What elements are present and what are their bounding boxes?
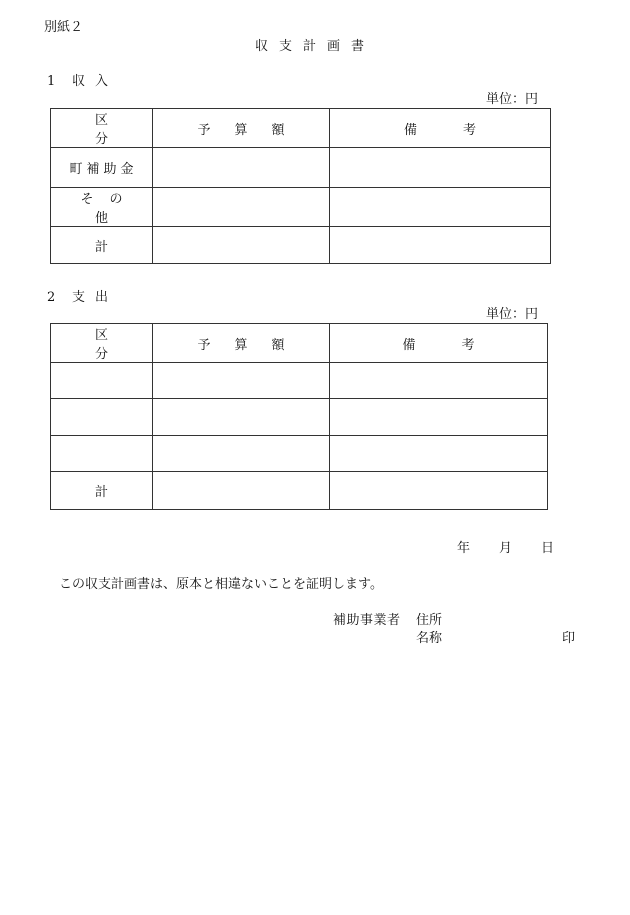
table-row bbox=[51, 148, 551, 188]
income-header-budget: 予算額 bbox=[153, 109, 330, 148]
name-label: 名称 bbox=[416, 631, 443, 646]
expense-header-budget: 予算額 bbox=[153, 324, 330, 363]
table-row bbox=[51, 363, 548, 399]
expense-row-category-cell[interactable] bbox=[51, 436, 153, 472]
expense-number: 2 bbox=[47, 290, 56, 305]
income-table bbox=[50, 108, 551, 264]
table-row bbox=[51, 472, 548, 510]
attachment-label: 別紙２ bbox=[44, 20, 84, 35]
expense-table bbox=[50, 323, 548, 510]
expense-header-row bbox=[51, 324, 548, 363]
income-row-note-cell[interactable] bbox=[330, 148, 551, 188]
income-row-note-cell[interactable] bbox=[330, 188, 551, 227]
expense-row-note-cell[interactable] bbox=[330, 436, 548, 472]
seal-mark: 印 bbox=[562, 631, 576, 646]
income-row-budget-cell[interactable] bbox=[153, 188, 330, 227]
income-row-budget-cell[interactable] bbox=[153, 227, 330, 264]
expense-row-budget-cell[interactable] bbox=[153, 472, 330, 510]
expense-row-category-cell[interactable] bbox=[51, 363, 153, 399]
table-row bbox=[51, 188, 551, 227]
expense-row-note-cell[interactable] bbox=[330, 472, 548, 510]
expense-header-note: 備考 bbox=[330, 324, 548, 363]
expense-row-note-cell[interactable] bbox=[330, 399, 548, 436]
table-row bbox=[51, 436, 548, 472]
income-header-category: 区分 bbox=[51, 109, 153, 148]
expense-title: 支出 bbox=[72, 290, 119, 305]
income-row-category: 町補助金 bbox=[51, 148, 153, 188]
date-line bbox=[457, 542, 554, 555]
income-unit: 単位：円 bbox=[485, 92, 538, 107]
expense-row-note-cell[interactable] bbox=[330, 363, 548, 399]
income-row-category: その他 bbox=[51, 188, 153, 227]
expense-row-budget-cell[interactable] bbox=[153, 436, 330, 472]
income-heading bbox=[47, 75, 118, 88]
address-label: 住所 bbox=[416, 613, 443, 628]
expense-header-category: 区分 bbox=[51, 324, 153, 363]
expense-unit: 単位：円 bbox=[485, 307, 538, 322]
table-row bbox=[51, 227, 551, 264]
income-header-note: 備考 bbox=[330, 109, 551, 148]
income-row-budget-cell[interactable] bbox=[153, 148, 330, 188]
expense-row-budget-cell[interactable] bbox=[153, 399, 330, 436]
income-title: 収入 bbox=[72, 74, 119, 89]
operator-label: 補助事業者 bbox=[333, 613, 401, 628]
expense-row-budget-cell[interactable] bbox=[153, 363, 330, 399]
date-month-label: 月 bbox=[499, 541, 513, 556]
income-number: 1 bbox=[47, 74, 56, 89]
table-row bbox=[51, 399, 548, 436]
income-row-note-cell[interactable] bbox=[330, 227, 551, 264]
date-year-label: 年 bbox=[457, 541, 471, 556]
expense-heading bbox=[47, 291, 118, 304]
expense-row-category-cell[interactable] bbox=[51, 399, 153, 436]
expense-row-category: 計 bbox=[51, 472, 153, 510]
income-header-row bbox=[51, 109, 551, 148]
document-title: 収支計画書 bbox=[254, 39, 375, 54]
date-day-label: 日 bbox=[541, 541, 555, 556]
certification-text: この収支計画書は、原本と相違ないことを証明します。 bbox=[59, 577, 383, 592]
income-row-category: 計 bbox=[51, 227, 153, 264]
